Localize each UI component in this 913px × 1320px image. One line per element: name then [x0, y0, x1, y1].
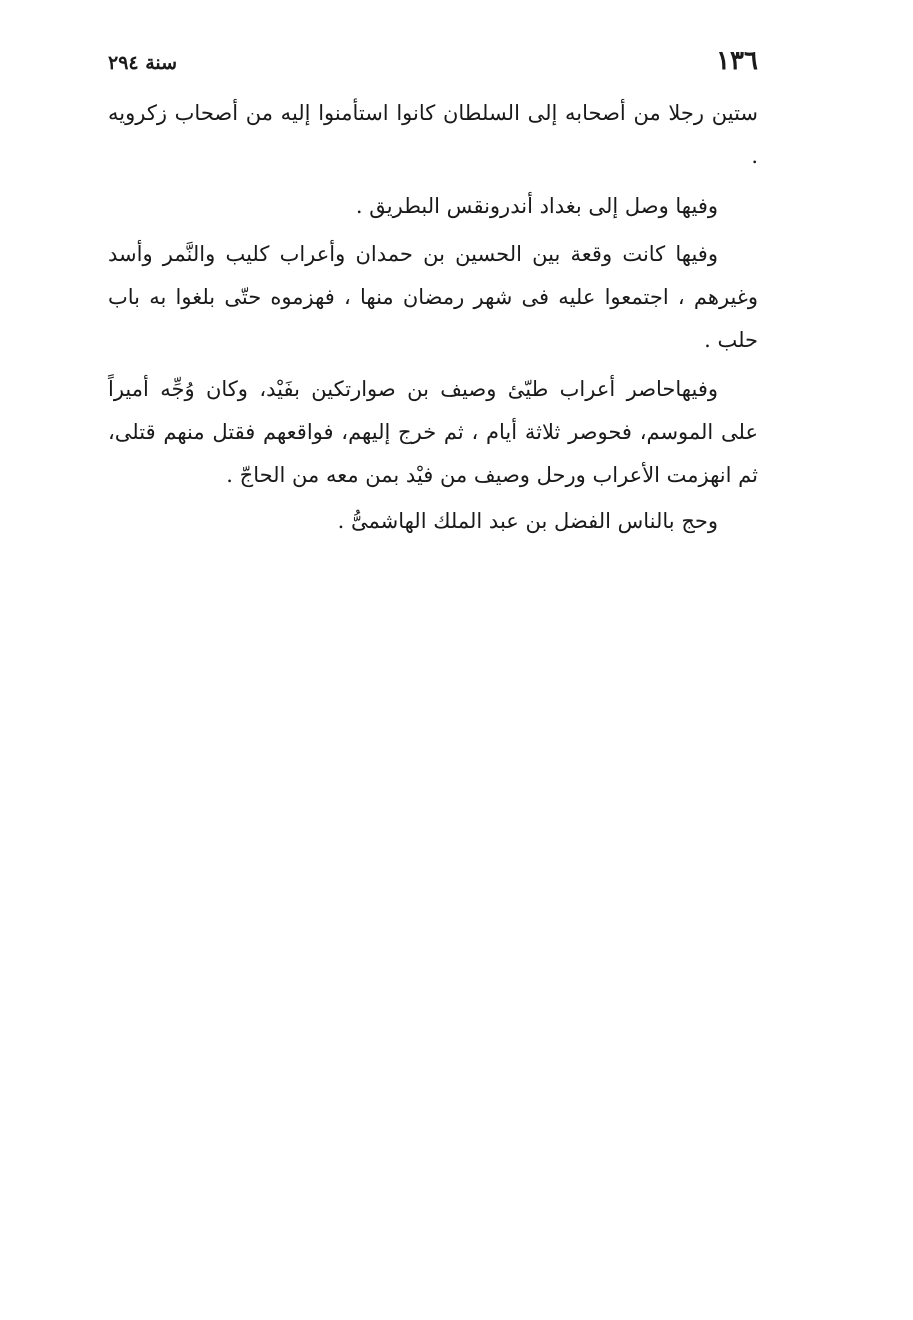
paragraph-hajj-leader: وحج بالناس الفضل بن عبد الملك الهاشمىُّ . — [337, 509, 718, 533]
page-number: ١٣٦ — [716, 46, 758, 76]
paragraph-andronicus: وفيها وصل إلى بغداد أندرونقس البطريق . — [355, 194, 718, 218]
running-head-year: سنة ٢٩٤ — [108, 52, 178, 74]
paragraph-battle-husayn-ibn-hamdan: وفيها كانت وقعة بين الحسين بن حمدان وأعراب كليب والنَّمر وأسد وغيرهم ، اجتمعوا عليه فى شهر رمضان منها ، فهزموه حتّى بلغوا به باب حلب . — [108, 242, 758, 352]
paragraph-continuation: ستين رجلا من أصحابه إلى السلطان كانوا استأمنوا إليه من أصحاب زكرويه . — [108, 101, 758, 168]
page-header — [108, 46, 758, 80]
paragraph-siege-wasif: وفيهاحاصر أعراب طيّئ وصيف بن صوارتكين بفَيْد، وكان وُجِّه أميراً على الموسم، فحوصر ثلاثة أيام ، ثم خرج إليهم، فواقعهم فقتل منهم قتلى، ثم انهزمت الأعراب ورحل وصيف من فيْد بمن معه من الحاجّ . — [108, 377, 758, 487]
body-text — [108, 92, 758, 543]
